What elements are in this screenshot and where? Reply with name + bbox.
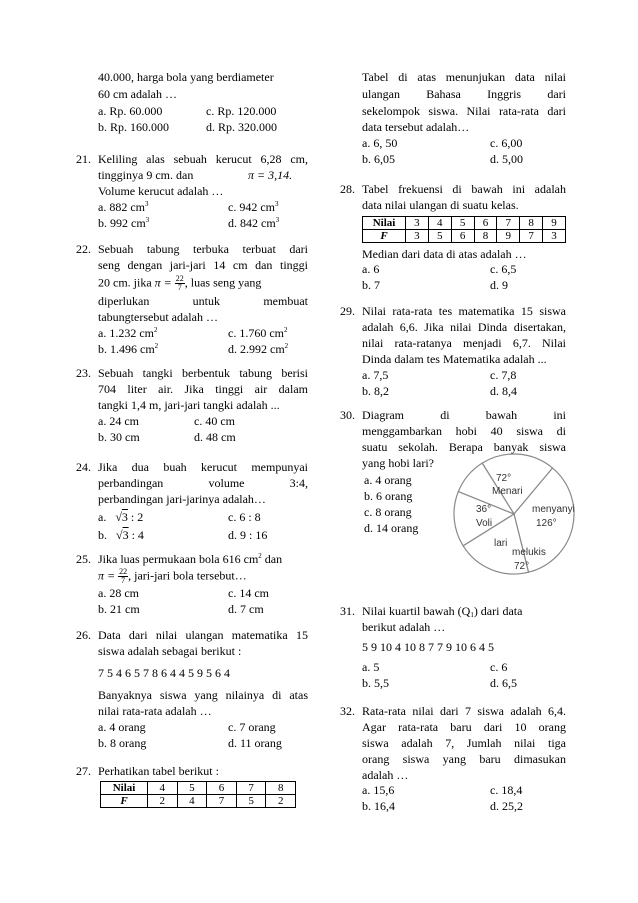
q32-option-d: d. 25,2: [490, 799, 523, 813]
table-cell: 5: [451, 217, 474, 230]
q27-line-1: Perhatikan tabel berikut :: [98, 764, 219, 778]
pie-label-voli-degree: 36°: [476, 504, 492, 515]
q22-line-3: 20 cm. jika π = $\frac{22}{7}$ , luas seng yang: [98, 274, 262, 292]
q22-number: 22.: [76, 242, 91, 256]
q26-line-2: siswa adalah sebagai berikut :: [98, 644, 242, 658]
q24-option-b: b. √3 : 4: [98, 528, 144, 542]
q25-option-a: a. 28 cm: [98, 586, 139, 600]
q31-number: 31.: [340, 604, 355, 618]
q31-line-2: berikut adalah …: [362, 620, 446, 634]
q30-option-b: b. 6 orang: [364, 489, 413, 503]
q25-line-2: π = $\frac{22}{7}$ , jari-jari bola tersebut…: [98, 567, 247, 585]
q26-line-4: nilai rata-rata adalah …: [98, 704, 212, 718]
q21-option-b: b. 992 $cm^3$: [98, 216, 150, 230]
q26-option-c: c. 7 orang: [228, 720, 276, 734]
q27-option-a: a. 6, 50: [362, 136, 398, 150]
table-cell: 6: [474, 217, 497, 230]
table-header-nilai: Nilai: [101, 782, 148, 795]
q29-option-d: d. 8,4: [490, 384, 517, 398]
q30-option-a: a. 4 orang: [364, 473, 412, 487]
table-cell: 5: [428, 230, 451, 243]
q22-line-2: seng dengan jari-jari 14 cm dan tinggi: [98, 258, 308, 272]
q30-option-c: c. 8 orang: [364, 505, 412, 519]
q27-option-c: c. 6,00: [490, 136, 523, 150]
q32-line-5: adalah …: [362, 768, 409, 782]
q21-option-a: a. 882 $cm^3$: [98, 200, 149, 214]
table-header-f: F: [363, 230, 406, 243]
q30-option-d: d. 14 orang: [364, 521, 419, 535]
q28-line-2: data nilai ulangan di suatu kelas.: [362, 198, 519, 212]
q23-line-3: tangki 1,4 m, jari-jari tangki adalah ...: [98, 398, 280, 412]
q28-option-c: c. 6,5: [490, 262, 517, 276]
q32-number: 32.: [340, 704, 355, 718]
q24-option-d: d. 9 : 16: [228, 528, 268, 542]
q22-option-a: a. 1.232 $cm^2$: [98, 326, 158, 340]
q24-option-c: c. 6 : 8: [228, 510, 261, 524]
q31-option-d: d. 6,5: [490, 676, 517, 690]
q25-pi: π =: [98, 568, 116, 583]
q32-option-a: a. 15,6: [362, 783, 395, 797]
q23-option-a: a. 24 cm: [98, 414, 139, 428]
q30-line-3: suatu sekolah. Berapa banyak siswa: [362, 440, 566, 454]
q23-line-2: 704 liter air. Jika tinggi air dalam: [98, 382, 308, 396]
q21-line-1: Keliling alas sebuah kerucut 6,28 cm,: [98, 152, 308, 166]
q22-fraction: $\frac{22}{7}$: [175, 274, 184, 292]
q32-line-4: orang siswa yang baru dimasukan: [362, 752, 566, 766]
q27-cont-line-4: data tersebut adalah…: [362, 120, 470, 134]
q30-line-4: yang hobi lari?: [362, 456, 434, 470]
q26-line-1: Data dari nilai ulangan matematika 15: [98, 628, 308, 642]
table-cell: 3: [406, 217, 429, 230]
q20-option-a: a. Rp. 60.000: [98, 104, 163, 118]
table-cell: 4: [428, 217, 451, 230]
q31-option-b: b. 5,5: [362, 676, 389, 690]
q27-table: [100, 781, 296, 808]
table-cell: 4: [148, 782, 178, 795]
q27-cont-line-3: sekelompok siswa. Nilai rata-rata dari: [362, 104, 566, 118]
pie-label-melukis-degree: 72°: [514, 561, 530, 572]
table-header-f: F: [101, 795, 148, 808]
q29-option-a: a. 7,5: [362, 368, 389, 382]
pie-chart: [448, 448, 580, 580]
pie-label-lari: lari: [494, 538, 508, 549]
table-row: [101, 795, 296, 808]
q32-line-2: Agar rata-rata baru dari 10 orang: [362, 720, 566, 734]
q29-option-b: b. 8,2: [362, 384, 389, 398]
q20-option-d: d. Rp. 320.000: [206, 120, 278, 134]
q27-option-d: d. 5,00: [490, 152, 523, 166]
table-cell: 2: [148, 795, 178, 808]
table-row: [363, 230, 566, 243]
q30-number: 30.: [340, 408, 355, 422]
q20-line-2: 60 cm adalah …: [98, 87, 177, 101]
q26-line-3: Banyaknya siswa yang nilainya di atas: [98, 688, 308, 702]
q29-line-2: adalah 6,6. Jika nilai Dinda disertakan,: [362, 320, 566, 334]
q32-option-b: b. 16,4: [362, 799, 395, 813]
table-cell: 3: [543, 230, 566, 243]
q32-line-1: Rata-rata nilai dari 7 siswa adalah 6,4.: [362, 704, 566, 718]
pie-label-menyanyi-degree: 126°: [536, 518, 557, 529]
q29-line-4: Dinda dalam tes Matematika adalah ...: [362, 352, 547, 366]
q27-cont-line-2: ulangan Bahasa Inggris dari: [362, 87, 566, 101]
q22-pi: π =: [154, 275, 172, 290]
table-cell: 7: [520, 230, 543, 243]
q26-option-a: a. 4 orang: [98, 720, 146, 734]
q26-option-b: b. 8 orang: [98, 736, 147, 750]
table-cell: 5: [177, 782, 207, 795]
q27-number: 27.: [76, 764, 91, 778]
table-cell: 3: [406, 230, 429, 243]
q24-line-1: Jika dua buah kerucut mempunyai: [98, 460, 308, 474]
q23-option-b: b. 30 cm: [98, 430, 140, 444]
q29-line-1: Nilai rata-rata tes matematika 15 siswa: [362, 304, 566, 318]
q25-option-d: d. 7 cm: [228, 602, 264, 616]
q24-number: 24.: [76, 460, 91, 474]
table-cell: 5: [236, 795, 266, 808]
q32-option-c: c. 18,4: [490, 783, 523, 797]
table-cell: 6: [451, 230, 474, 243]
q28-table: [362, 216, 566, 243]
q22-option-b: b. 1.496 $cm^2$: [98, 342, 159, 356]
q23-line-1: Sebuah tangki berbentuk tabung berisi: [98, 366, 308, 380]
table-cell: 4: [177, 795, 207, 808]
q24-line-2: perbandingan volume 3:4,: [98, 476, 308, 490]
q24-line-3: perbandingan jari-jarinya adalah…: [98, 492, 266, 506]
q21-line-3: Volume kerucut adalah …: [98, 184, 224, 198]
q23-option-d: d. 48 cm: [194, 430, 236, 444]
q28-option-a: a. 6: [362, 262, 380, 276]
q28-option-b: b. 7: [362, 278, 380, 292]
q25-line-1: Jika luas permukaan bola 616 $cm^2$ dan: [98, 552, 283, 566]
q21-number: 21.: [76, 152, 91, 166]
q22-line-1: Sebuah tabung terbuka terbuat dari: [98, 242, 308, 256]
q20-line-1: 40.000, harga bola yang berdiameter: [98, 70, 274, 84]
table-cell: 8: [520, 217, 543, 230]
q24-option-a: a. √3 : 2: [98, 510, 144, 524]
table-cell: 2: [266, 795, 296, 808]
q26-data: 7 5 4 6 5 7 8 6 4 4 5 9 5 6 4: [98, 666, 230, 680]
q29-line-3: nilai rata-ratanya menjadi 6,7. Nilai: [362, 336, 566, 350]
table-cell: 7: [236, 782, 266, 795]
q25-number: 25.: [76, 552, 91, 566]
table-cell: 7: [497, 217, 520, 230]
q28-number: 28.: [340, 182, 355, 196]
q25-fraction: $\frac{22}{7}$: [119, 567, 128, 585]
pie-label-menari: Menari: [492, 486, 523, 497]
q28-option-d: d. 9: [490, 278, 508, 292]
q30-line-2: menggambarkan hobi 40 siswa di: [362, 424, 566, 438]
q26-number: 26.: [76, 628, 91, 642]
q21-line-2-text: tingginya 9 cm. dan: [98, 168, 194, 182]
table-cell: 6: [207, 782, 237, 795]
q29-number: 29.: [340, 304, 355, 318]
q23-number: 23.: [76, 366, 91, 380]
q26-option-d: d. 11 orang: [228, 736, 282, 750]
q30-line-1: Diagram di bawah ini: [362, 408, 566, 422]
q31-data: 5 9 10 4 10 8 7 7 9 10 6 4 5: [362, 640, 494, 654]
q23-option-c: c. 40 cm: [194, 414, 235, 428]
q29-option-c: c. 7,8: [490, 368, 517, 382]
table-cell: 9: [497, 230, 520, 243]
q21-option-d: d. 842 $cm^3$: [228, 216, 280, 230]
table-cell: 8: [474, 230, 497, 243]
q20-option-b: b. Rp. 160.000: [98, 120, 170, 134]
q22-option-c: c. 1.760 $cm^2$: [228, 326, 288, 340]
q22-line-5: tabungtersebut adalah …: [98, 310, 218, 324]
table-cell: 8: [266, 782, 296, 795]
q28-line-1: Tabel frekuensi di bawah ini adalah: [362, 182, 566, 196]
q22-line-4: diperlukan untuk membuat: [98, 294, 308, 308]
q20-option-c: c. Rp. 120.000: [206, 104, 277, 118]
q25-option-b: b. 21 cm: [98, 602, 140, 616]
q21-line-2: [98, 168, 193, 183]
pie-label-melukis: melukis: [512, 547, 546, 558]
q22-option-d: d. 2.992 $cm^2$: [228, 342, 289, 356]
table-row: [363, 217, 566, 230]
table-cell: 7: [207, 795, 237, 808]
q25-option-c: c. 14 cm: [228, 586, 269, 600]
table-cell: 9: [543, 217, 566, 230]
pie-label-voli: Voli: [476, 518, 493, 529]
q21-pi: π = 3,14.: [248, 168, 293, 182]
table-row: [101, 782, 296, 795]
q32-line-3: siswa adalah 7, Jumlah nilai tiga: [362, 736, 566, 750]
q27-cont-line-1: Tabel di atas menunjukan data nilai: [362, 70, 566, 84]
pie-label-menyanyi: menyanyi: [532, 504, 575, 515]
q31-option-c: c. 6: [490, 660, 508, 674]
q31-line-1: Nilai kuartil bawah $(Q_1)$ dari data: [362, 604, 523, 619]
table-header-nilai: Nilai: [363, 217, 406, 230]
q21-option-c: c. 942 $cm^3$: [228, 200, 279, 214]
q28-line-3: Median dari data di atas adalah …: [362, 247, 527, 261]
q27-option-b: b. 6,05: [362, 152, 395, 166]
pie-label-menari-degree: 72°: [496, 473, 512, 484]
q31-option-a: a. 5: [362, 660, 380, 674]
